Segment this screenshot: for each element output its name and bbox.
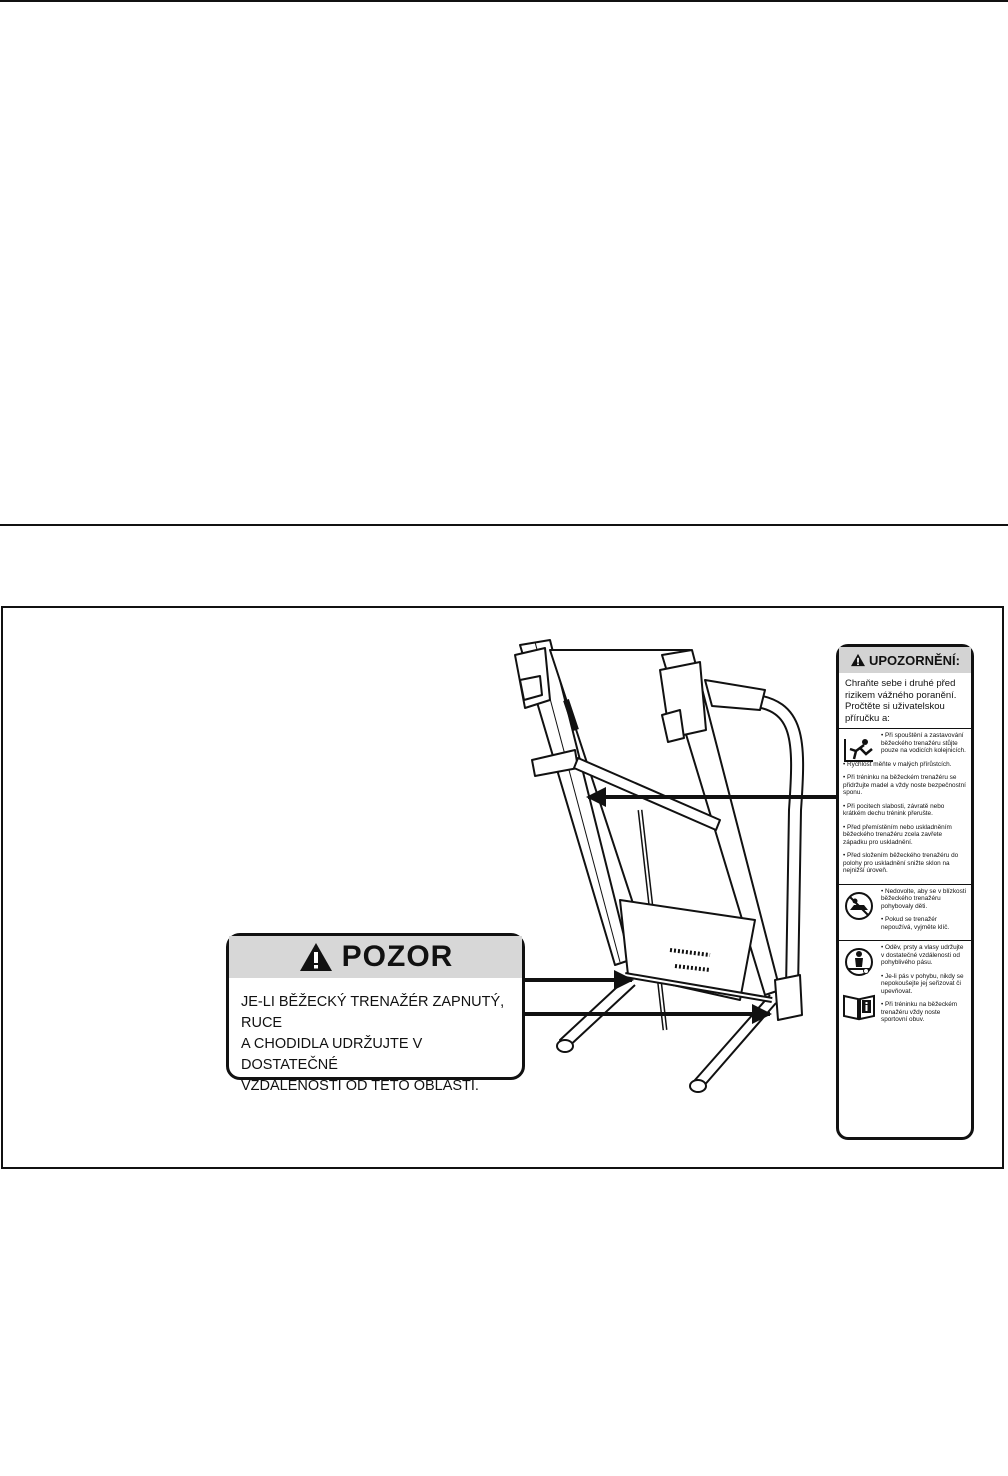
upozorneni-warning-label xyxy=(836,644,974,1140)
treadmill-illustration xyxy=(480,610,860,1130)
upozorneni-header xyxy=(839,647,971,673)
warning-section-3 xyxy=(839,941,971,1033)
pozor-header xyxy=(229,936,522,978)
section-rule xyxy=(0,524,1008,526)
pozor-line-1: JE-LI BĚŽECKÝ TRENAŽÉR ZAPNUTÝ, RUCE xyxy=(241,994,505,1031)
upozorneni-intro: Chraňte sebe i druhé před rizikem vážného poranění. Pročtěte si uživatelskou příručku a: xyxy=(839,673,971,729)
top-rule xyxy=(0,0,1008,2)
warning-triangle-icon xyxy=(850,653,866,667)
warning-section-1 xyxy=(839,729,971,885)
read-manual-icon xyxy=(842,991,876,1021)
warning-item: • Je-li pás v pohybu, nikdy se nepokoušejte jej seřizovat či upevňovat. xyxy=(881,972,964,995)
warning-item: • Před přemístěním nebo uskladněním běžeckého trenažéru zcela zavřete západku pro uskladnění. xyxy=(843,823,952,846)
warning-item: • Před složením běžeckého trenažéru do polohy pro uskladnění snižte sklon na nejnižší úroveň. xyxy=(843,852,959,874)
warning-item: • Nedovolte, aby se v blízkosti běžeckého trenažéru pohybovaly děti. xyxy=(881,887,967,910)
no-children-icon xyxy=(842,891,876,921)
pozor-line-3: VZDÁLENOSTI OD TÉTO OBLASTI. xyxy=(241,1078,479,1094)
pozor-line-2: A CHODIDLA UDRŽUJTE V DOSTATEČNÉ xyxy=(241,1036,423,1073)
warning-triangle-icon xyxy=(298,941,334,973)
entanglement-icon xyxy=(842,947,876,977)
pozor-warning-label xyxy=(226,933,525,1094)
warning-item: • Při tréninku na běžeckém trenažéru vždy noste sportovní obuv. xyxy=(881,1001,958,1023)
warning-section-2 xyxy=(839,885,971,942)
pozor-title: POZOR xyxy=(341,940,454,973)
warning-item: • Pokud se trenažér nepoužívá, vyjměte klíč. xyxy=(881,916,950,931)
upozorneni-title: UPOZORNĚNÍ: xyxy=(869,652,960,668)
warning-item: • Při spouštění a zastavování běžeckého trenažéru stůjte pouze na vodicích kolejnicích. xyxy=(881,732,966,754)
pozor-body xyxy=(229,978,522,1097)
warning-item: • Rychlost měňte v malých přírůstcích. xyxy=(843,760,952,768)
warning-item: • Při pocitech slabosti, závratě nebo krátkém dechu trénink přerušte. xyxy=(843,802,945,817)
warning-item: • Oděv, prsty a vlasy udržujte v dostatečné vzdálenosti od pohyblivého pásu. xyxy=(881,944,964,966)
warning-item: • Při tréninku na běžeckém trenažéru se přidržujte madel a vždy noste bezpečnostní sponu. xyxy=(843,774,966,796)
